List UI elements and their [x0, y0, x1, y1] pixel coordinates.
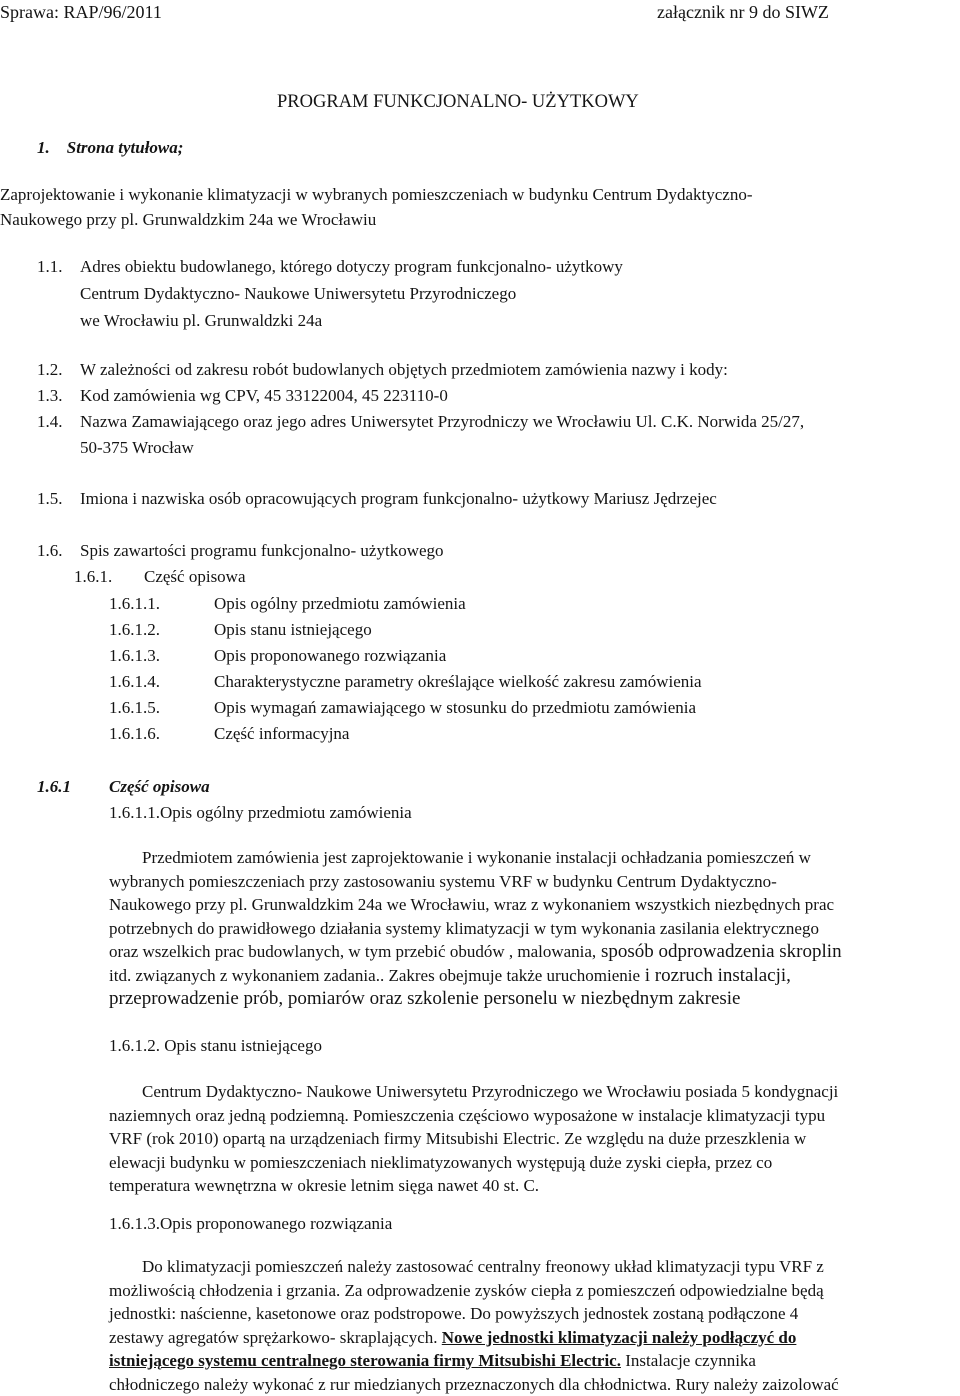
paragraph-line: [109, 893, 957, 917]
section-1-heading: [37, 138, 183, 158]
subsection-heading-3: 1.6.1.3.Opis proponowanego rozwiązania: [109, 1214, 392, 1234]
section-1-1: [37, 257, 623, 277]
line-text: chłodniczego należy wykonać z rur miedzianych przeznaczonych dla chłodnictwa. Rury należy zaizolować: [109, 1373, 839, 1396]
paragraph-line: [109, 1373, 957, 1396]
toc-number: 1.6.1.2.: [109, 620, 214, 640]
section-text: Imiona i nazwiska osób opracowujących program funkcjonalno- użytkowy Mariusz Jędrzejec: [80, 489, 717, 508]
line-text: elewacji budynku w pomieszczeniach nieklimatyzowanych występują duże zyski ciepła, przez co: [109, 1151, 772, 1175]
paragraph-line: [109, 964, 957, 988]
paragraph-line: [109, 1349, 957, 1373]
toc-label: Opis ogólny przedmiotu zamówienia: [214, 594, 466, 613]
toc-item: [109, 698, 696, 718]
line-text: możliwością chłodzenia i grzania. Za odprowadzenie zysków ciepła z pomieszczeń odpowiedzialne będą: [109, 1279, 824, 1303]
section-1-4: [37, 412, 804, 432]
subsection-heading-2: 1.6.1.2. Opis stanu istniejącego: [109, 1036, 322, 1056]
part-label: Część opisowa: [109, 777, 210, 796]
paragraph-line: [109, 870, 957, 894]
line-text: VRF (rok 2010) opartą na urządzeniach firmy Mitsubishi Electric. Ze względu na duże przeszklenia w: [109, 1127, 806, 1151]
underlined-requirement: Nowe jednostki klimatyzacji należy podłączyć do: [442, 1328, 797, 1347]
line-text: zestawy agregatów sprężarkowo- skraplających.: [109, 1328, 442, 1347]
part-heading: [37, 777, 210, 797]
section-number: 1.6.: [37, 541, 80, 561]
line-text: itd. związanych z wykonaniem zadania.. Zakres obejmuje także uruchomienie: [109, 966, 640, 985]
line-text: temperatura wewnętrzna w okresie letnim sięga nawet 40 st. C.: [109, 1174, 539, 1198]
line-text: wybranych pomieszczeniach przy zastosowaniu systemu VRF w budynku Centrum Dydaktyczno-: [109, 870, 777, 894]
paragraph-line: [109, 1104, 957, 1128]
paragraph-line: [109, 1302, 957, 1326]
line-text: naziemnych oraz jedną podziemną. Pomieszczenia częściowo wyposażone w instalacje klimatyzacji typu: [109, 1104, 825, 1128]
address-line-1: Centrum Dydaktyczno- Naukowe Uniwersytetu Przyrodniczego: [80, 284, 516, 304]
case-reference: Sprawa: RAP/96/2011: [0, 2, 162, 24]
toc-number: 1.6.1.5.: [109, 698, 214, 718]
section-1-6: [37, 541, 444, 561]
toc-label: Część informacyjna: [214, 724, 349, 743]
toc-number: 1.6.1.4.: [109, 672, 214, 692]
section-1-6-1: [74, 567, 246, 587]
paragraph-line: [109, 987, 957, 1011]
toc-item: [109, 594, 466, 614]
toc-label: Opis proponowanego rozwiązania: [214, 646, 446, 665]
section-text: Część opisowa: [144, 567, 246, 586]
line-text: Naukowego przy pl. Grunwaldzkim 24a we Wrocławiu, wraz z wykonaniem wszystkich niezbędnych prac: [109, 893, 834, 917]
line-text-large: sposób odprowadzenia skroplin: [596, 941, 841, 962]
line-text-large: przeprowadzenie prób, pomiarów oraz szkolenie personelu w niezbędnym zakresie: [109, 987, 741, 1011]
paragraph-line: [109, 917, 957, 941]
part-number: 1.6.1: [37, 777, 109, 797]
university-postcode: 50-375 Wrocław: [80, 438, 194, 458]
section-label: Strona tytułowa;: [67, 138, 184, 157]
section-number: 1.6.1.: [74, 567, 144, 587]
paragraph-line: [109, 1151, 957, 1175]
paragraph-subject: [109, 846, 957, 1011]
section-number: 1.: [37, 138, 50, 157]
line-text: Centrum Dydaktyczno- Naukowe Uniwersytetu Przyrodniczego we Wrocławiu posiada 5 kondygnacji: [142, 1080, 838, 1104]
section-number: 1.5.: [37, 489, 80, 509]
paragraph-line: [109, 1279, 957, 1303]
paragraph-line: [109, 1255, 957, 1279]
toc-item: [109, 620, 372, 640]
attachment-label: załącznik nr 9 do SIWZ: [657, 2, 829, 24]
intro-line-2: Naukowego przy pl. Grunwaldzkim 24a we Wrocławiu: [0, 210, 376, 230]
line-text-large: i rozruch instalacji,: [640, 965, 791, 986]
toc-label: Charakterystyczne parametry określające wielkość zakresu zamówienia: [214, 672, 702, 691]
toc-number: 1.6.1.3.: [109, 646, 214, 666]
section-1-2: [37, 360, 728, 380]
toc-label: Opis wymagań zamawiającego w stosunku do przedmiotu zamówienia: [214, 698, 696, 717]
toc-item: [109, 724, 349, 744]
line-text: oraz wszelkich prac budowlanych, w tym przebić obudów , malowania,: [109, 942, 596, 961]
paragraph-proposed-solution: [109, 1255, 957, 1396]
toc-number: 1.6.1.1.: [109, 594, 214, 614]
line-text: jednostki: naścienne, kasetonowe oraz podstropowe. Do powyższych jednostek zostaną podłączone 4: [109, 1302, 798, 1326]
line-text: Do klimatyzacji pomieszczeń należy zastosować centralny freonowy układ klimatyzacji typu VRF z: [142, 1255, 824, 1279]
subsection-heading-1: 1.6.1.1.Opis ogólny przedmiotu zamówienia: [109, 803, 412, 823]
toc-item: [109, 646, 446, 666]
paragraph-line: [109, 1127, 957, 1151]
line-text: Przedmiotem zamówienia jest zaprojektowanie i wykonanie instalacji ochładzania pomieszczeń w: [142, 846, 811, 870]
section-text: Kod zamówienia wg CPV, 45 33122004, 45 223110-0: [80, 386, 448, 405]
toc-number: 1.6.1.6.: [109, 724, 214, 744]
paragraph-line: [109, 940, 957, 964]
document-title: PROGRAM FUNKCJONALNO- UŻYTKOWY: [277, 91, 639, 113]
line-text: Instalacje czynnika: [621, 1351, 756, 1370]
paragraph-line: [109, 846, 957, 870]
underlined-requirement: istniejącego systemu centralnego sterowania firmy Mitsubishi Electric.: [109, 1351, 621, 1370]
section-number: 1.4.: [37, 412, 80, 432]
paragraph-line: [109, 1174, 957, 1198]
section-text: W zależności od zakresu robót budowlanych objętych przedmiotem zamówienia nazwy i kody:: [80, 360, 728, 379]
line-text: potrzebnych do prawidłowego działania systemy klimatyzacji w tym wykonania zasilania elektrycznego: [109, 917, 819, 941]
section-1-3: [37, 386, 448, 406]
section-text: Nazwa Zamawiającego oraz jego adres: [80, 412, 350, 431]
section-number: 1.1.: [37, 257, 80, 277]
toc-label: Opis stanu istniejącego: [214, 620, 372, 639]
address-line-2: we Wrocławiu pl. Grunwaldzki 24a: [80, 311, 322, 331]
section-text: Adres obiektu budowlanego, którego dotyczy program funkcjonalno- użytkowy: [80, 257, 623, 276]
paragraph-existing-state: [109, 1080, 957, 1198]
section-text: Spis zawartości programu funkcjonalno- użytkowego: [80, 541, 444, 560]
paragraph-line: [109, 1326, 957, 1350]
toc-item: [109, 672, 702, 692]
section-number: 1.2.: [37, 360, 80, 380]
section-1-5: [37, 489, 717, 509]
paragraph-line: [109, 1080, 957, 1104]
university-address: Uniwersytet Przyrodniczy we Wrocławiu Ul. C.K. Norwida 25/27,: [350, 412, 804, 431]
section-number: 1.3.: [37, 386, 80, 406]
intro-line-1: Zaprojektowanie i wykonanie klimatyzacji w wybranych pomieszczeniach w budynku Centrum Dydaktyczno-: [0, 185, 752, 205]
